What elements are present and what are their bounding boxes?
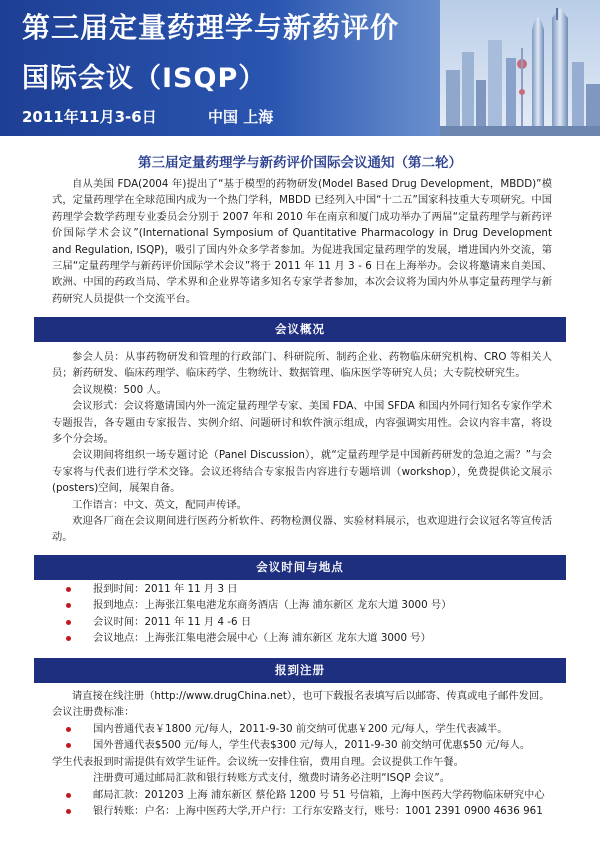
- list-item: [66, 597, 566, 613]
- conference-title-line2: 国际会议（ISQP）: [22, 63, 267, 94]
- list-item: [66, 721, 566, 737]
- section-heading-registration: 报到注册: [34, 658, 566, 683]
- overview-participants: 参会人员：从事药物研发和管理的行政部门、科研院所、制药企业、药物临床研究机构、CRO 等相关人员；新药研发、临床药理学、临床药学、生物统计、数据管理、临床医学等研究人员；大专院校研究生。: [52, 351, 552, 380]
- payment-list: [66, 787, 566, 820]
- list-item: [66, 737, 566, 753]
- header-banner: [0, 0, 600, 136]
- city-skyline-illustration: [440, 0, 600, 136]
- meeting-time: 会议时间：2011 年 11 月 4 -6 日: [93, 615, 252, 628]
- overview-format: 会议形式：会议将邀请国内外一流定量药理学专家、美国 FDA、中国 SFDA 和国内外同行知名专家作学术专题报告，各专题由专家报告、实例介绍、问题研讨和软件演示组成，内容强调实用性。会议内容丰富，将设多个分会场。: [52, 400, 552, 446]
- overview-language: 工作语言：中文、英文，配同声传译。: [72, 498, 248, 511]
- overview-exhibition: 欢迎各厂商在会议期间进行医药分析软件、药物检测仪器、实验材料展示，也欢迎进行会议冠名等宣传活动。: [52, 515, 552, 544]
- overview-scale: 会议规模：500 人。: [72, 383, 168, 396]
- notice-title: 第三届定量药理学与新药评价国际会议通知（第二轮）: [138, 155, 462, 171]
- fee-list: [66, 721, 566, 754]
- student-note: 学生代表报到时需提供有效学生证件。会议统一安排住宿，费用自理。会议提供工作午餐。: [52, 756, 464, 768]
- registration-online-note: 请直接在线注册（http://www.drugChina.net），也可下载报名表填写后以邮寄、传真或电子邮件发回。: [72, 690, 550, 702]
- section-heading-overview: 会议概况: [34, 317, 566, 342]
- foreign-fee: 国外普通代表$500 元/每人，学生代表$300 元/每人，2011-9-30 前交纳可优惠$50 元/每人。: [93, 739, 531, 752]
- list-item: [66, 630, 566, 646]
- section-heading-time-place: 会议时间与地点: [34, 555, 566, 580]
- bullet-icon: [66, 620, 71, 625]
- registration-intro: [52, 688, 562, 721]
- intro-paragraph: 自从美国 FDA(2004 年)提出了“基于模型的药物研发(Model Based Drug Development，MBDD)”模式，定量药理学在全球范围内成为一个热门学科，MBDD 已经列入中国“十二五”国家科技重大专项研究。中国药理学会数学药理专业委员会分别于 2007 年和 2010 年在南京和厦门成功举办了两届“定量药理学与新药评价国际学术会议”(International Symposium of Quantitative Pharmacology in Drug Development and Regulation, ISQP)，吸引了国内外众多学者参加。为促进我国定量药理学的发展，增进国内外交流，第三届“定量药理学与新药评价国际学术会议”将于 2011 年 11 月 3 - 6 日在上海举办。会议将邀请来自美国、欧洲、中国的药政当局、学术界和企业界等诸多知名专家学者参加，本次会议将为国内外从事定量药理学与新药研究人员提供一个交流平台。: [52, 178, 552, 305]
- conference-location: 中国 上海: [208, 108, 274, 126]
- registration-notes: [52, 754, 562, 787]
- checkin-time: 报到时间：2011 年 11 月 3 日: [93, 583, 238, 595]
- bullet-icon: [66, 743, 71, 748]
- bullet-icon: [66, 793, 71, 798]
- bullet-icon: [66, 636, 71, 641]
- overview-panel-discussion: 会议期间将组织一场专题讨论（Panel Discussion），就“定量药理学是中国新药研发的急迫之需？”与会专家将与代表们进行学术交锋。会议还将结合专家报告内容进行专题培训（workshop），免费提供论文展示(posters)空间，展架自备。: [52, 449, 552, 495]
- bullet-icon: [66, 809, 71, 814]
- payment-note: 注册费可通过邮局汇款和银行转账方式支付，缴费时请务必注明“ISQP 会议”。: [93, 772, 451, 785]
- checkin-venue: 报到地点：上海张江集电港龙东商务酒店（上海 浦东新区 龙东大道 3000 号）: [93, 599, 452, 612]
- conference-date: 2011年11月3-6日: [22, 108, 157, 126]
- conference-title-line1: 第三届定量药理学与新药评价: [22, 11, 400, 44]
- list-item: [66, 787, 566, 803]
- time-place-list: [66, 581, 566, 647]
- bullet-icon: [66, 603, 71, 608]
- postal-remittance: 邮局汇款：201203 上海 浦东新区 蔡伦路 1200 号 51 号信箱，上海中医药大学药物临床研究中心: [93, 789, 545, 801]
- bullet-icon: [66, 587, 71, 592]
- list-item: [66, 614, 566, 630]
- fee-label: 会议注册费标准：: [52, 706, 135, 719]
- list-item: [66, 581, 566, 597]
- list-item: [66, 803, 566, 819]
- bank-transfer: 银行转账：户名：上海中医药大学,开户行：工行东安路支行，账号：1001 2391 0900 4636 961: [93, 805, 543, 818]
- bullet-icon: [66, 727, 71, 732]
- overview-section: [52, 349, 552, 546]
- domestic-fee: 国内普通代表￥1800 元/每人，2011-9-30 前交纳可优惠￥200 元/每人，学生代表减半。: [93, 723, 508, 735]
- meeting-venue: 会议地点：上海张江集电港会展中心（上海 浦东新区 龙东大道 3000 号）: [93, 632, 431, 645]
